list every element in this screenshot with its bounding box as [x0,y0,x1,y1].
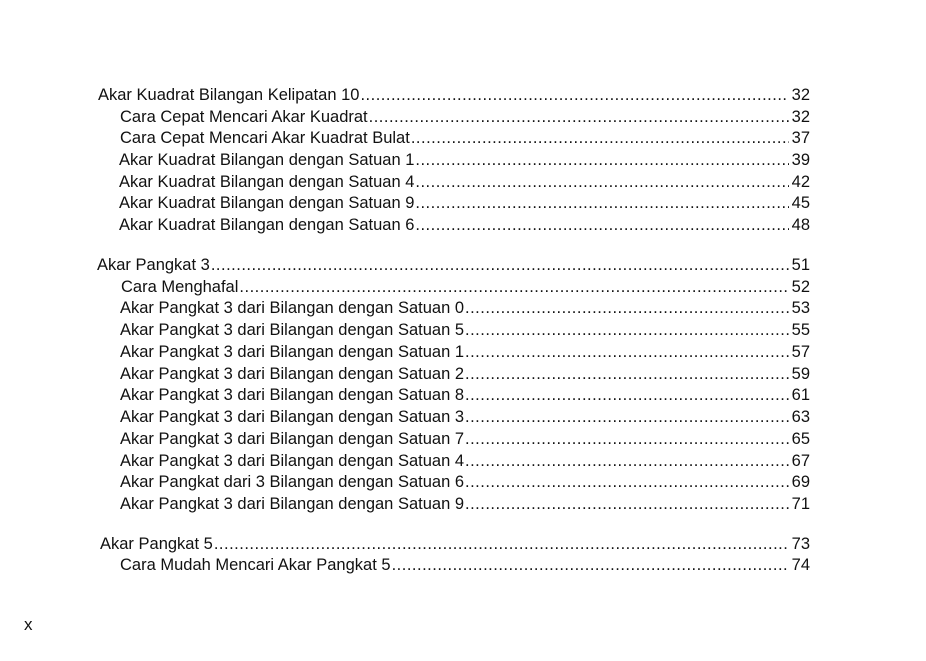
toc-entry-title: Akar Pangkat 3 dari Bilangan dengan Satuan 1 [120,343,465,361]
toc-entry-title: Akar Pangkat 3 dari Bilangan dengan Satuan 3 [120,408,465,426]
toc-item [120,298,810,318]
toc-entry-title: Akar Kuadrat Bilangan dengan Satuan 1 [119,151,415,169]
toc-entry-page: 74 [791,556,810,574]
toc-entry-page: 39 [791,151,810,169]
dot-leader [465,320,789,340]
toc-item [120,407,810,427]
toc-entry-title: Akar Pangkat 3 dari Bilangan dengan Satuan 0 [120,299,465,317]
toc-entry-title: Akar Pangkat 3 dari Bilangan dengan Satuan 4 [120,452,465,470]
dot-leader [411,128,789,148]
toc-entry-page: 63 [791,408,810,426]
dot-leader [415,215,788,235]
toc-item [120,128,810,148]
toc-entry-title: Akar Kuadrat Bilangan Kelipatan 10 [98,86,360,104]
toc-entry-page: 71 [791,495,810,513]
toc-entry-title: Akar Pangkat 3 dari Bilangan dengan Satuan 2 [120,365,465,383]
toc-entry-title: Cara Mudah Mencari Akar Pangkat 5 [120,556,391,574]
toc-entry-page: 59 [791,365,810,383]
toc-entry-page: 57 [791,343,810,361]
toc-item [120,320,810,340]
toc-item [119,193,810,213]
toc-entry-page: 52 [791,278,810,296]
toc-item [120,429,810,449]
dot-leader [465,342,789,362]
toc-entry-title: Akar Pangkat dari 3 Bilangan dengan Satuan 6 [120,473,465,491]
toc-item [119,150,810,170]
toc-entry-title: Cara Menghafal [121,278,239,296]
toc-entry-title: Akar Kuadrat Bilangan dengan Satuan 9 [119,194,415,212]
toc-entry-page: 32 [791,86,810,104]
dot-leader [465,451,789,471]
dot-leader [369,107,789,127]
toc-entry-title: Akar Pangkat 3 dari Bilangan dengan Satuan 7 [120,430,465,448]
dot-leader [211,255,789,275]
toc-entry-page: 45 [791,194,810,212]
toc-item [119,172,810,192]
dot-leader [465,429,789,449]
page-number: x [24,615,33,634]
toc-entry-title: Cara Cepat Mencari Akar Kuadrat [120,108,368,126]
toc-entry-page: 61 [791,386,810,404]
toc-entry-page: 53 [791,299,810,317]
toc-entry-title: Akar Kuadrat Bilangan dengan Satuan 6 [119,216,415,234]
toc-entry-page: 73 [791,535,810,553]
toc-item [120,364,810,384]
dot-leader [214,534,789,554]
dot-leader [465,298,789,318]
toc-item [121,277,810,297]
toc-entry-page: 42 [791,173,810,191]
toc-entry-page: 51 [791,256,810,274]
toc-item [120,342,810,362]
dot-leader [465,364,789,384]
toc-entry-title: Akar Pangkat 3 dari Bilangan dengan Satuan 8 [120,386,465,404]
toc-entry-title: Akar Pangkat 3 dari Bilangan dengan Satuan 9 [120,495,465,513]
toc-section-heading [98,85,810,105]
toc-entry-page: 32 [791,108,810,126]
toc-item [119,215,810,235]
toc-entry-title: Akar Pangkat 5 [100,535,213,553]
dot-leader [392,555,789,575]
toc-item [120,472,810,492]
dot-leader [415,193,788,213]
toc-entry-page: 65 [791,430,810,448]
toc-entry-title: Akar Pangkat 3 dari Bilangan dengan Satuan 5 [120,321,465,339]
toc-item [120,385,810,405]
dot-leader [360,85,788,105]
dot-leader [415,150,788,170]
toc-item [120,107,810,127]
dot-leader [465,407,789,427]
toc-entry-page: 37 [791,129,810,147]
toc-entry-page: 69 [791,473,810,491]
dot-leader [465,472,789,492]
toc-entry-title: Akar Pangkat 3 [97,256,210,274]
toc-entry-page: 48 [791,216,810,234]
toc-entry-title: Cara Cepat Mencari Akar Kuadrat Bulat [120,129,410,147]
toc-entry-page: 67 [791,452,810,470]
toc-section-heading [100,534,810,554]
toc-entry-title: Akar Kuadrat Bilangan dengan Satuan 4 [119,173,415,191]
dot-leader [415,172,788,192]
toc-item [120,451,810,471]
toc-section-heading [97,255,810,275]
toc-item [120,494,810,514]
toc-item [120,555,810,575]
dot-leader [465,385,789,405]
dot-leader [465,494,789,514]
toc-entry-page: 55 [791,321,810,339]
dot-leader [239,277,788,297]
